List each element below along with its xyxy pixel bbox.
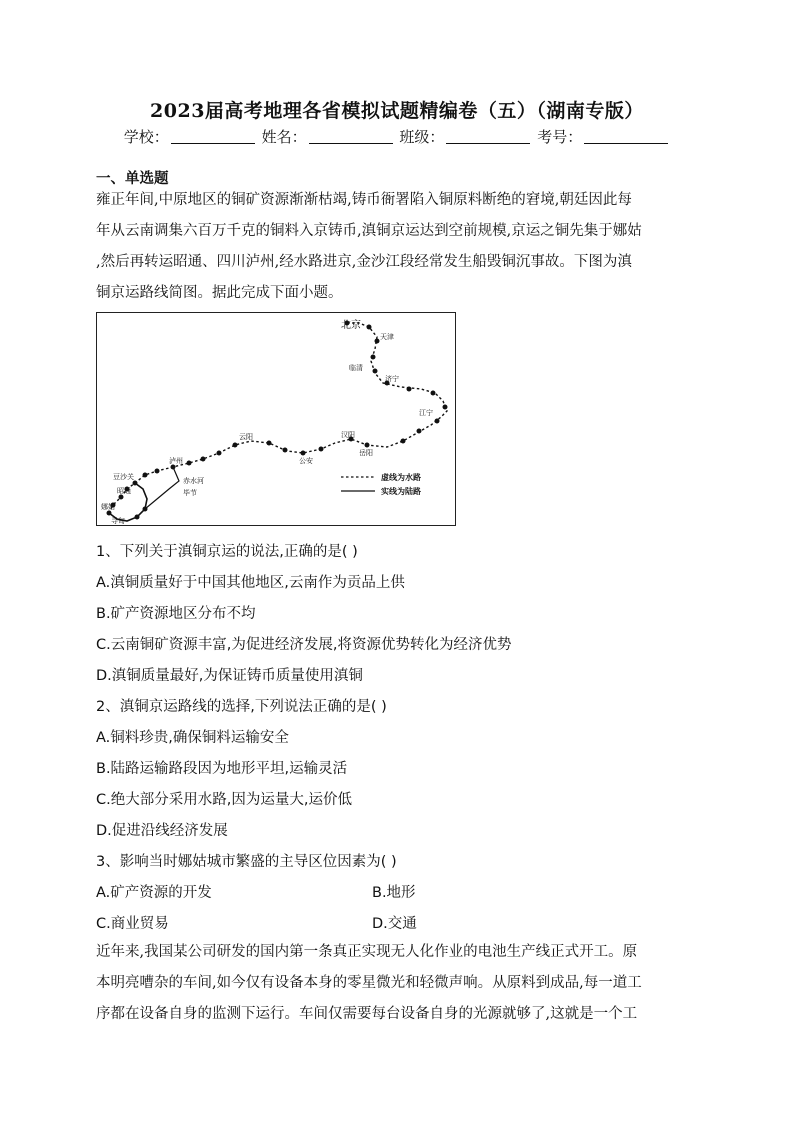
place-label: 娜姑 <box>101 503 115 511</box>
name-blank[interactable] <box>309 129 393 144</box>
question-1-option-a[interactable]: A.滇铜质量好于中国其他地区,云南作为贡品上供 <box>96 575 405 591</box>
question-1-stem: 1、下列关于滇铜京运的说法,正确的是( ) <box>96 544 358 560</box>
school-blank[interactable] <box>171 129 255 144</box>
section-title: 一、单选题 <box>96 171 169 187</box>
class-blank[interactable] <box>446 129 530 144</box>
question-1-option-b[interactable]: B.矿产资源地区分布不均 <box>96 606 256 622</box>
passage-line: 本明亮嘈杂的车间,如今仅有设备本身的零星微光和轻微声响。从原料到成品,每一道工 <box>96 975 642 991</box>
question-3-stem: 3、影响当时娜姑城市繁盛的主导区位因素为( ) <box>96 854 397 870</box>
question-2-option-a[interactable]: A.铜料珍贵,确保铜料运输安全 <box>96 730 289 746</box>
question-2-stem: 2、滇铜京运路线的选择,下列说法正确的是( ) <box>96 699 387 715</box>
question-1-option-c[interactable]: C.云南铜矿资源丰富,为促进经济发展,将资源优势转化为经济优势 <box>96 637 512 653</box>
question-3-option-a[interactable]: A.矿产资源的开发 <box>96 885 212 901</box>
place-label: 江宁 <box>419 409 433 417</box>
place-label: 毕节 <box>183 489 197 497</box>
exam-number-label: 考号： <box>537 128 583 146</box>
land-route-branch <box>145 467 179 509</box>
passage-line: 近年来,我国某公司研发的国内第一条真正实现无人化作业的电池生产线正式开工。原 <box>96 944 638 960</box>
question-1-option-d[interactable]: D.滇铜质量最好,为保证铸币质量使用滇铜 <box>96 668 363 684</box>
passage-line: ,然后再转运昭通、四川泸州,经水路进京,金沙江段经常发生船毁铜沉事故。下图为滇 <box>96 254 632 270</box>
place-label: 豆沙关 <box>113 473 134 481</box>
place-label: 公安 <box>299 457 313 465</box>
route-map-svg <box>97 313 455 525</box>
place-label: 天津 <box>380 333 394 341</box>
school-label: 学校： <box>123 128 169 146</box>
place-label: 岳阳 <box>359 449 373 457</box>
place-label: 云阳 <box>239 433 253 441</box>
place-label: 济宁 <box>385 375 399 383</box>
question-3-option-b[interactable]: B.地形 <box>372 885 416 901</box>
place-label: 寻甸 <box>111 517 125 525</box>
name-label: 姓名： <box>261 128 307 146</box>
student-info-line <box>0 126 794 147</box>
passage-line: 年从云南调集六百万千克的铜料入京铸币,滇铜京运达到空前规模,京运之铜先集于娜姑 <box>96 223 642 239</box>
legend-land-label: 实线为陆路 <box>381 487 421 496</box>
place-label: 泸州 <box>169 457 183 465</box>
question-2-option-d[interactable]: D.促进沿线经济发展 <box>96 823 228 839</box>
page-title: 2023届高考地理各省模拟试题精编卷（五）（湖南专版） <box>150 100 644 122</box>
place-label: 汉阳 <box>341 431 355 439</box>
passage-line: 序都在设备自身的监测下运行。车间仅需要每台设备自身的光源就够了,这就是一个工 <box>96 1006 638 1022</box>
question-3-option-d[interactable]: D.交通 <box>372 916 417 932</box>
exam-number-blank[interactable] <box>584 129 668 144</box>
question-2-option-c[interactable]: C.绝大部分采用水路,因为运量大,运价低 <box>96 792 352 808</box>
passage-copper-transport <box>96 185 700 309</box>
water-route-line <box>109 323 447 513</box>
route-map <box>96 312 456 526</box>
question-2-option-b[interactable]: B.陆路运输路段因为地形平坦,运输灵活 <box>96 761 348 777</box>
place-label: 赤水河 <box>183 477 204 485</box>
place-label: 昭通 <box>117 487 131 495</box>
legend-water-label: 虚线为水路 <box>381 473 421 482</box>
question-3-option-c[interactable]: C.商业贸易 <box>96 916 169 932</box>
passage-battery-line <box>96 937 700 1030</box>
class-label: 班级： <box>399 128 445 146</box>
passage-line: 铜京运路线简图。据此完成下面小题。 <box>96 285 343 301</box>
passage-line: 雍正年间,中原地区的铜矿资源渐渐枯竭,铸币衙署陷入铜原料断绝的窘境,朝廷因此每 <box>96 192 632 208</box>
place-label: 临清 <box>349 364 363 372</box>
place-label: 北京 <box>341 320 361 331</box>
